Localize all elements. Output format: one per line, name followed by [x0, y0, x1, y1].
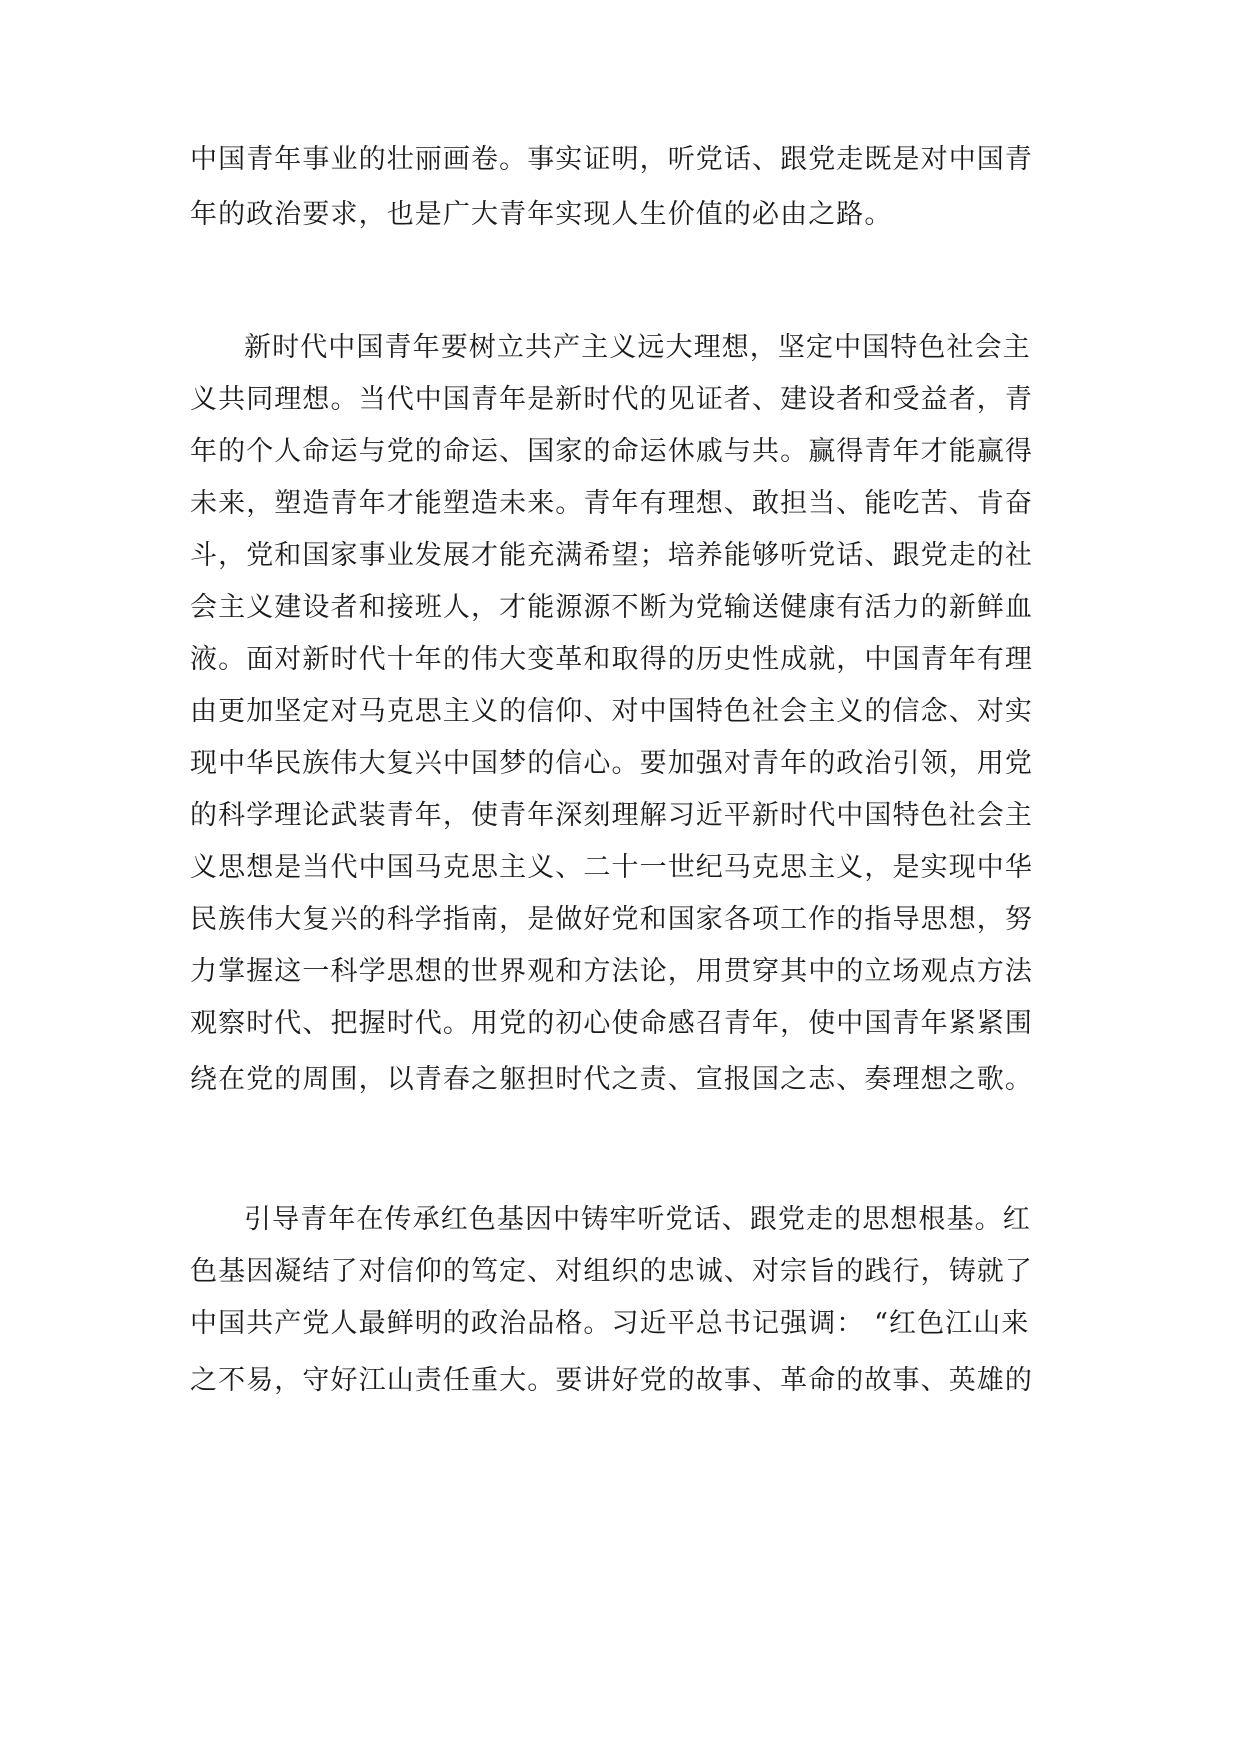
paragraph-1-line-2: 年的政治要求，也是广大青年实现人生价值的必由之路。	[190, 199, 893, 230]
paragraph-2-line-3: 年的个人命运与党的命运、国家的命运休戚与共。赢得青年才能赢得	[190, 436, 1033, 467]
paragraph-2-line-11: 义思想是当代中国马克思主义、二十一世纪马克思主义，是实现中华	[190, 852, 1033, 883]
paragraph-3-line-1: 引导青年在传承红色基因中铸牢听党话、跟党走的思想根基。红	[244, 1204, 1031, 1235]
paragraph-3-line-3: 中国共产党人最鲜明的政治品格。习近平总书记强调： “红色江山来	[190, 1308, 1030, 1339]
paragraph-1-line-1: 中国青年事业的壮丽画卷。事实证明，听党话、跟党走既是对中国青	[190, 144, 1033, 175]
paragraph-3-line-2: 色基因凝结了对信仰的笃定、对组织的忠诚、对宗旨的践行，铸就了	[190, 1256, 1033, 1287]
paragraph-2-line-4: 未来，塑造青年才能塑造未来。青年有理想、敢担当、能吃苦、肯奋	[190, 488, 1033, 519]
paragraph-2-line-8: 由更加坚定对马克思主义的信仰、对中国特色社会主义的信念、对实	[190, 696, 1033, 727]
paragraph-2-line-10: 的科学理论武装青年，使青年深刻理解习近平新时代中国特色社会主	[190, 800, 1033, 831]
paragraph-2-line-2: 义共同理想。当代中国青年是新时代的见证者、建设者和受益者，青	[190, 384, 1033, 415]
paragraph-3-line-4: 之不易，守好江山责任重大。要讲好党的故事、革命的故事、英雄的	[190, 1365, 1033, 1396]
paragraph-2-line-5: 斗，党和国家事业发展才能充满希望；培养能够听党话、跟党走的社	[190, 540, 1033, 571]
paragraph-2-line-15: 绕在党的周围，以青春之躯担时代之责、宣报国之志、奏理想之歌。	[190, 1064, 1033, 1095]
paragraph-2-line-13: 力掌握这一科学思想的世界观和方法论，用贯穿其中的立场观点方法	[190, 956, 1033, 987]
paragraph-2-line-1: 新时代中国青年要树立共产主义远大理想，坚定中国特色社会主	[244, 332, 1031, 363]
paragraph-2-line-6: 会主义建设者和接班人，才能源源不断为党输送健康有活力的新鲜血	[190, 592, 1033, 623]
paragraph-2-line-7: 液。面对新时代十年的伟大变革和取得的历史性成就，中国青年有理	[190, 644, 1033, 675]
paragraph-2-line-12: 民族伟大复兴的科学指南，是做好党和国家各项工作的指导思想，努	[190, 904, 1033, 935]
paragraph-2-line-9: 现中华民族伟大复兴中国梦的信心。要加强对青年的政治引领，用党	[190, 748, 1033, 779]
paragraph-2-line-14: 观察时代、把握时代。用党的初心使命感召青年，使中国青年紧紧围	[190, 1008, 1033, 1039]
